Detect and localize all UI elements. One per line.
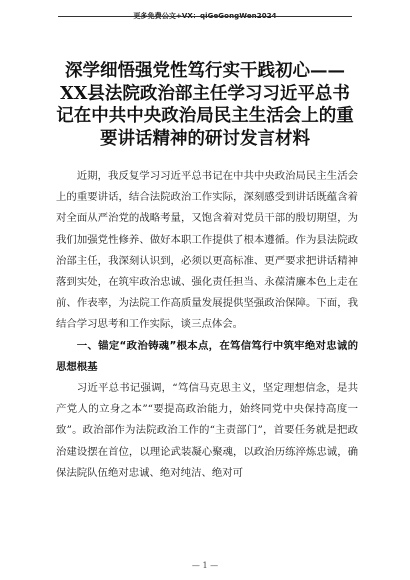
intro-paragraph: 近期，我反复学习习近平总书记在中共中央政治局民主生活会上的重要讲话，结合法院政治工作实际，深刻感受到讲话既蕴含着对全面从严治党的战略考量，又饱含着对党员干部的殷切期望，为我们加强党性修养、做好本职工作提供了根本遵循。作为县法院政治部主任，我深刻认识到，必须以更高标准、更严要求把讲话精神落到实处，在筑牢政治忠诚、强化责任担当、永葆清廉本色上走在前、作表率，为法院工作高质量发展提供坚强政治保障。下面，我结合学习思考和工作实际，谈三点体会。 <box>56 170 358 331</box>
header-promo-text: 更多免费公文+VX：qiGeGongWen2024 <box>133 12 277 20</box>
header-divider <box>58 16 352 17</box>
page-number: — 1 — <box>191 561 219 570</box>
section-heading-1: 一、锚定“政治铸魂”根本点，在笃信笃行中筑牢绝对忠诚的思想根基 <box>56 339 358 373</box>
document-body <box>56 166 358 484</box>
page-header <box>0 3 410 22</box>
section-paragraph: 习近平总书记强调，“笃信马克思主义，坚定理想信念，是共产党人的立身之本”“要提高政治能力，始终同党中央保持高度一致”。政治部作为法院政治工作的“主责部门”，首要任务就是把政治建设摆在首位，以理论武装凝心聚魂，以政治历练淬炼忠诚，确保法院队伍绝对忠诚、绝对纯洁、绝对可 <box>56 382 358 479</box>
document-title: 深学细悟强党性笃行实干践初心——XX县法院政治部主任学习习近平总书记在中共中央政治局民主生活会上的重要讲话精神的研讨发言材料 <box>56 61 354 149</box>
